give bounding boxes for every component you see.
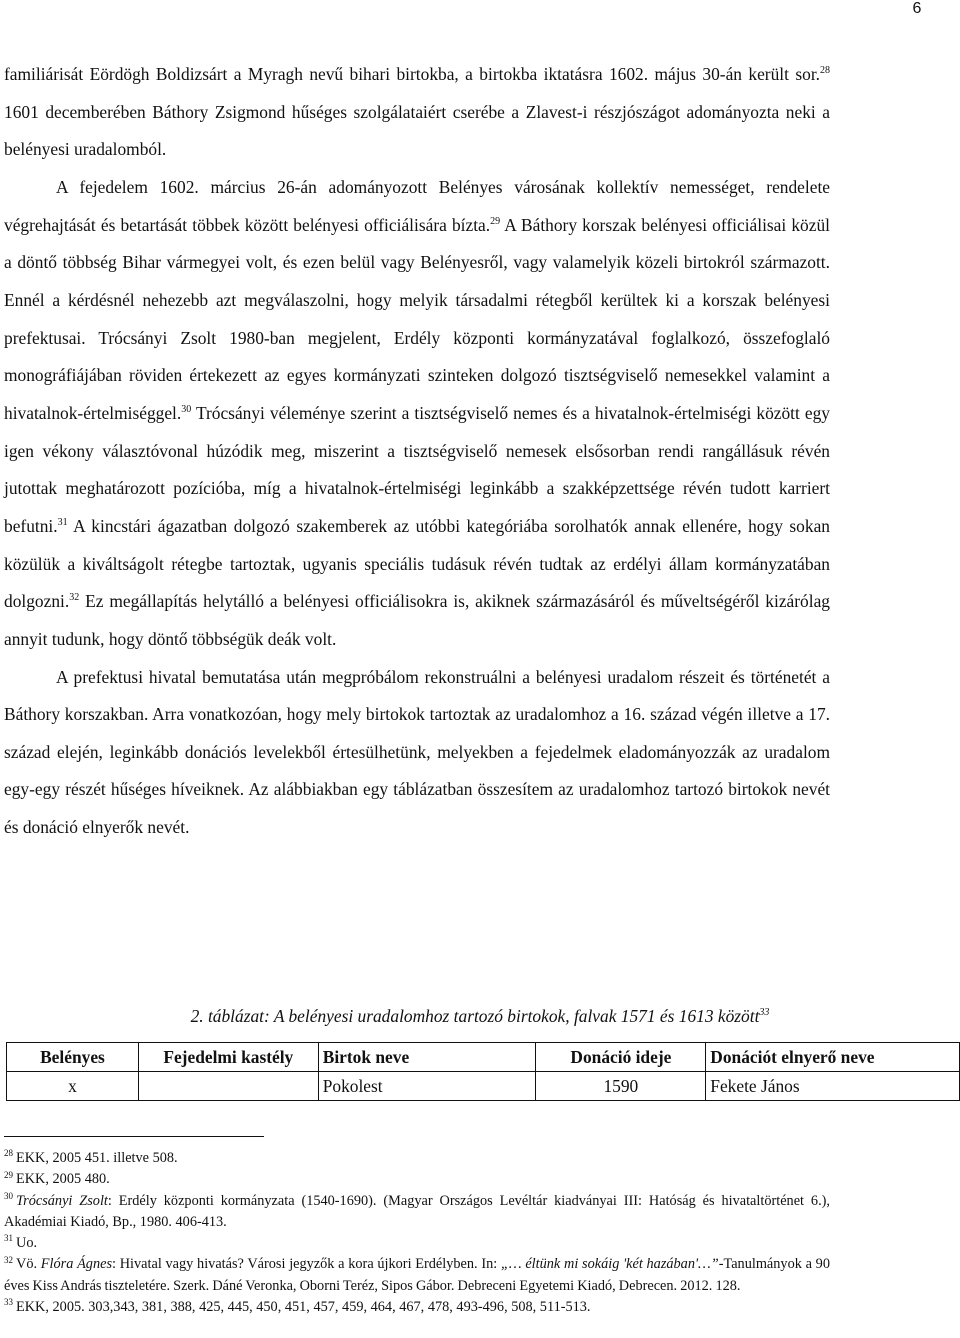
footnote-number: 30 [4, 1190, 13, 1201]
footnote-number: 28 [4, 1148, 13, 1159]
cell-fejedelmi-kastely [138, 1072, 318, 1101]
footnote-ref: 28 [820, 65, 830, 77]
header-fejedelmi-kastely: Fejedelmi kastély [138, 1043, 318, 1072]
paragraph-text: 1601 decemberében Báthory Zsigmond hűséges szolgálataiért cserébe a Zlavest-i részjószágot adományozta neki a belényesi uradalomból. [4, 101, 830, 160]
footnote [4, 1254, 830, 1297]
footnote [4, 1297, 830, 1318]
footnote-text: EKK, 2005 451. illetve 508. [16, 1150, 178, 1166]
footnote-separator [4, 1136, 264, 1137]
footnote-ref: 32 [69, 592, 80, 604]
paragraph-text: Trócsányi véleménye szerint a tisztségviselő nemes és a hivatalnok-értelmiségi között egy igen vékony választóvonal húzódik meg, miszerint a tisztségviselő nemesek elsősorban rendi rangállásuk révén jutottak meghatározott pozícióba, míg a hivatalnok-értelmiségi leginkább a szakképzettsége révén tudott karriert befutni. [4, 402, 830, 536]
cell-birtok-neve: Pokolest [318, 1072, 536, 1101]
footnotes [4, 1148, 830, 1318]
table-caption-text: 2. táblázat: A belényesi uradalomhoz tartozó birtokok, falvak 1571 és 1613 között [190, 1006, 760, 1026]
footnote-number: 31 [4, 1233, 13, 1244]
footnote-text: -Tanulmányok a 90 éves Kiss András tiszteletére. Szerk. Dáné Veronka, Oborni Teréz, Sipos Gábor. Debreceni Egyetemi Kiadó, Debrecen. 2012. 128. [4, 1256, 830, 1294]
footnote-ref: 29 [490, 215, 501, 227]
footnote-number: 29 [4, 1169, 13, 1180]
footnote-text: : Erdély központi kormányzata (1540-1690). (Magyar Országos Levéltár kiadványai III: Hatóság és hivataltörténet 6.), Akadémiai Kiadó, Bp., 1980. 406-413. [4, 1192, 830, 1230]
paragraph-text: Ez megállapítás helytálló a belényesi officiálisokra is, akiknek származásáról és műveltségéről kizárólag annyit tudunk, hogy döntő többségük deák volt. [4, 591, 830, 649]
cell-donaciot-elnyero-neve: Fekete János [706, 1072, 960, 1101]
estates-table [6, 1042, 960, 1101]
header-donacio-ideje: Donáció ideje [536, 1043, 706, 1072]
page-number: 6 [912, 0, 922, 17]
footnote-text: EKK, 2005. 303,343, 381, 388, 425, 445, 450, 451, 457, 459, 464, 467, 478, 493-496, 508, 511-513. [16, 1299, 591, 1316]
footnote-italic-text: Flóra Ágnes [40, 1256, 113, 1273]
footnote-ref: 31 [57, 517, 68, 529]
cell-belenyes: x [7, 1072, 139, 1101]
header-donaciot-elnyero-neve: Donációt elnyerő neve [706, 1043, 960, 1072]
paragraph-text: familiárisát Eördögh Boldizsárt a Myragh nevű bihari birtokba, a birtokba iktatásra 1602. május 30-án került sor. [4, 64, 820, 84]
footnote-italic-text: „… éltünk mi sokáig 'két hazában'…” [500, 1256, 719, 1273]
paragraph-text: A Báthory korszak belényesi officiálisai közül a döntő többség Bihar vármegyei volt, és ezen belül vagy Belényesről, vagy valamelyik közeli birtokról származott. Ennél a kérdésnél nehezebb azt megválaszolni, hogy melyik társadalmi rétegből kerültek ki a korszak belényesi prefektusai. Trócsányi Zsolt 1980-ban megjelent, Erdély központi kormányzatával foglalkozó, összefoglaló monográfiájában röviden értekezett az egyes kormányzati szinteken dolgozó tisztségviselő nemesekkel valamint a hivatalnok-értelmiséggel. [4, 214, 830, 423]
footnote-text: EKK, 2005 480. [16, 1171, 110, 1188]
paragraph-text: A kincstári ágazatban dolgozó szakemberek az utóbbi kategóriába sorolhatók annak ellenére, hogy sokan közülük a kiváltságolt rétegbe tartoztak, ugyanis speciális tudásuk révén tudtak az erdélyi állam kormányzatában dolgozni. [4, 515, 830, 612]
table-caption [0, 999, 960, 1033]
table-header-row [7, 1043, 960, 1072]
body-text [4, 56, 830, 847]
paragraph-text: A fejedelem 1602. március 26-án adományozott Belényes városának kollektív nemességet, rendelete végrehajtását és betartását többek között belényesi officiálisára bízta. [4, 176, 830, 235]
paragraph-text: A prefektusi hivatal bemutatása után megpróbálom rekonstruálni a belényesi uradalom részeit és történetét a Báthory korszakban. Arra vonatkozóan, hogy mely birtokok tartoztak az uradalomhoz a 16. század végén illetve a 17. század elején, leginkább donációs levelekből értesülhetünk, melyekben a fejedelmek eladományozzák az uradalom egy-egy részét hűséges híveiknek. Az alábbiakban egy táblázatban összesítem az uradalomhoz tartozó birtokok nevét és donáció elnyerők nevét. [4, 666, 830, 838]
footnote-text: : Hivatal vagy hivatás? Városi jegyzők a kora újkori Erdélyben. In: [112, 1256, 501, 1273]
footnote [4, 1169, 830, 1190]
footnote-ref: 33 [759, 1007, 770, 1019]
footnote [4, 1148, 830, 1169]
table-row [7, 1072, 960, 1101]
footnote [4, 1191, 830, 1234]
footnote-number: 32 [4, 1254, 13, 1265]
footnote-text: Uo. [16, 1235, 38, 1252]
footnote-text: Vö. [16, 1256, 41, 1273]
footnote [4, 1233, 830, 1254]
paragraph [4, 169, 830, 659]
header-birtok-neve: Birtok neve [318, 1043, 536, 1072]
cell-donacio-ideje: 1590 [536, 1072, 706, 1101]
paragraph [4, 56, 830, 169]
paragraph [4, 659, 830, 847]
footnote-ref: 30 [181, 404, 192, 416]
footnote-number: 33 [4, 1297, 13, 1308]
header-belenyes: Belényes [7, 1043, 139, 1072]
footnote-italic-text: Trócsányi Zsolt [16, 1192, 108, 1209]
